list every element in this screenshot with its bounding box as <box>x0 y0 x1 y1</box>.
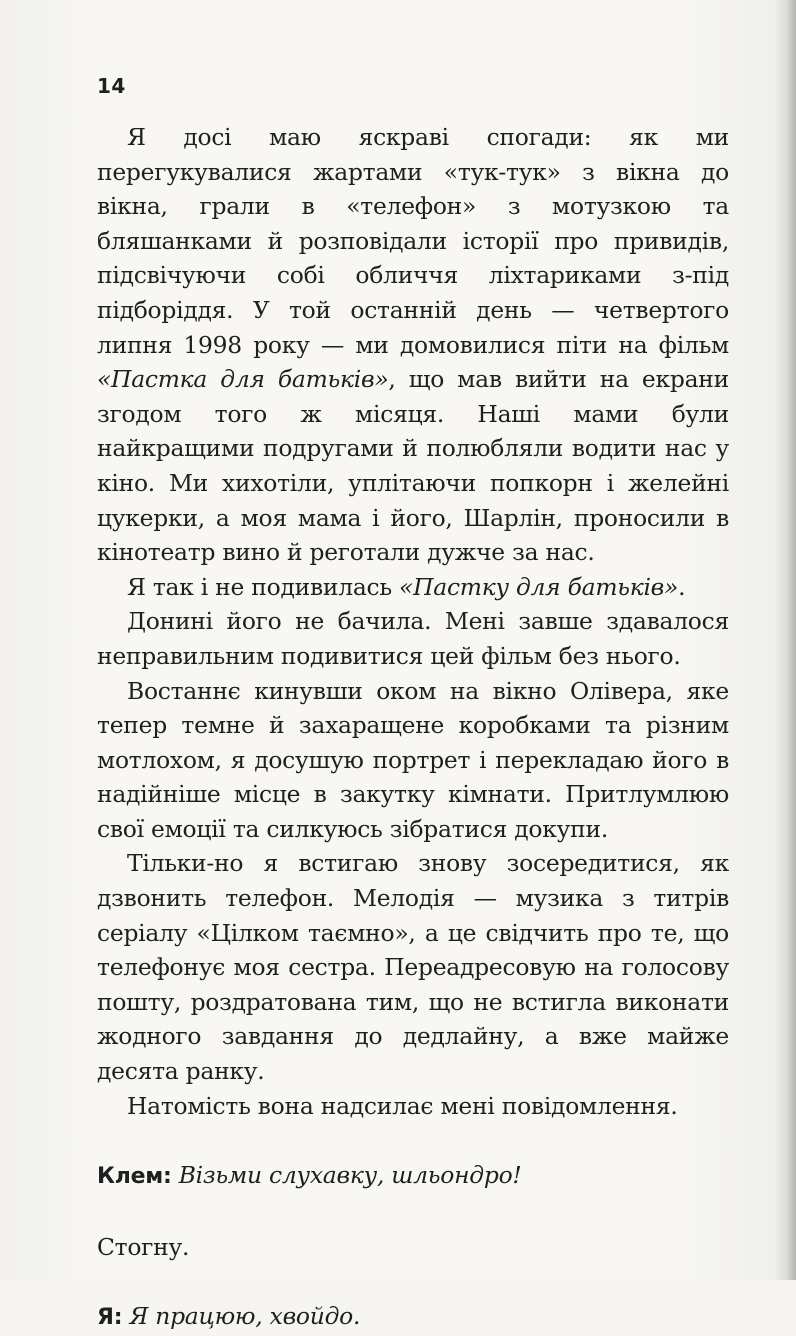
paragraph-6: Натомість вона надсилає мені повідомлення. <box>127 1091 678 1120</box>
spacer <box>97 1264 729 1299</box>
film-title: «Пастка для батьків» <box>97 365 389 394</box>
paragraph-4: Востаннє кинувши оком на вікно Олівера, яке тепер темне й захаращене коробками та різним мотлохом, я досушую портрет і перекладаю його в надійніше місце в закутку кімнати. Притлумлюю свої емоції та силкуюсь зібратися докупи. <box>97 676 729 843</box>
film-title: «Пастку для батьків» <box>399 572 679 601</box>
spacer <box>97 1123 729 1158</box>
message-text: Я працюю, хвойдо. <box>129 1302 361 1331</box>
speaker-name: Я: <box>97 1305 123 1331</box>
spacer <box>97 1195 729 1230</box>
page-number: 14 <box>97 74 126 98</box>
speaker-name: Клем: <box>97 1164 172 1190</box>
paragraph-3: Донині його не бачила. Мені завше здавалося неправильним подивитися цей фільм без нього. <box>97 607 729 670</box>
paragraph-7: Стогну. <box>97 1232 190 1261</box>
paragraph-5: Тільки-но я встигаю знову зосередитися, як дзвонить телефон. Мелодія — музика з титрів серіалу «Цілком таємно», а це свідчить про те, що телефонує моя сестра. Переадресовую на голосову пошту, роздратована тим, що не встигла виконати жодного завдання до дедлайну, а вже майже десята ранку. <box>97 849 729 1086</box>
message-text: Візьми слухавку, шльондро! <box>178 1161 522 1190</box>
paragraph-2: Я так і не подивилась «Пастку для батьків». <box>127 572 686 601</box>
message-klem <box>97 1158 729 1195</box>
page-edge-shadow <box>774 0 796 1280</box>
paragraph-1: Я досі маю яскраві спогади: як ми перегукувалися жартами «тук-тук» з вікна до вікна, грали в «телефон» з мотузкою та бляшанками й розповідали історії про привидів, підсвічуючи собі обличчя ліхтариками з-під підборіддя. У той останній день — четвертого липня 1998 року — ми домовилися піти на фільм «Пастка для батьків», що мав вийти на екрани згодом того ж місяця. Наші мами були найкращими подругами й полюбляли водити нас у кіно. Ми хихотіли, уплітаючи попкорн і желейні цукерки, а моя мама і його, Шарлін, проносили в кінотеатр вино й реготали дужче за нас. <box>97 123 729 567</box>
body-text <box>97 120 729 1336</box>
message-me <box>97 1299 729 1336</box>
